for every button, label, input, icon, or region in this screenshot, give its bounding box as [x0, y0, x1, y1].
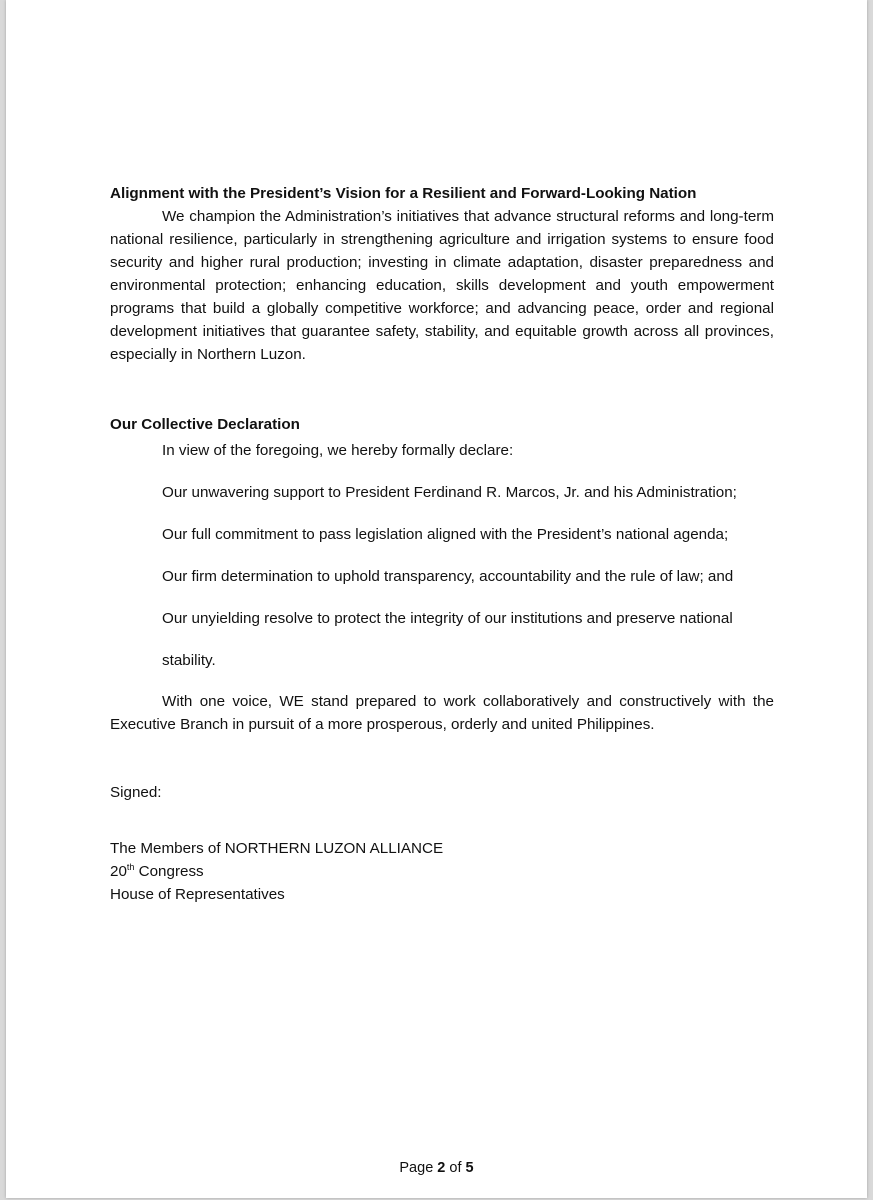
page-of-word: of	[445, 1160, 466, 1176]
signatory-line: The Members of NORTHERN LUZON ALLIANCE	[110, 840, 444, 857]
section-heading-alignment: Alignment with the President’s Vision for a Resilient and Forward-Looking Nation	[110, 185, 697, 202]
document-page	[6, 0, 867, 1198]
congress-number: 20	[110, 863, 127, 880]
alignment-paragraph: We champion the Administration’s initiatives that advance structural reforms and long-term national resilience, particularly in strengthening agriculture and irrigation systems to ensure food security and higher rural production; investing in climate adaptation, disaster preparedness and environmental protection; enhancing education, skills development and youth empowerment programs that build a globally competitive workforce; and advancing peace, order and regional development initiatives that guarantee safety, stability, and equitable growth across all provinces, especially in Northern Luzon.	[110, 208, 774, 363]
congress-line	[110, 860, 774, 883]
declaration-item: stability.	[162, 652, 216, 669]
declaration-item: Our unyielding resolve to protect the integrity of our institutions and preserve national	[162, 610, 733, 627]
page-footer	[6, 1160, 867, 1176]
declaration-item: Our firm determination to uphold transparency, accountability and the rule of law; and	[162, 568, 734, 585]
congress-word: Congress	[134, 863, 204, 880]
page-total: 5	[465, 1160, 474, 1176]
declaration-intro: In view of the foregoing, we hereby formally declare:	[162, 442, 514, 459]
section-heading-declaration: Our Collective Declaration	[110, 416, 300, 433]
closing-paragraph: With one voice, WE stand prepared to work collaboratively and constructively with the Executive Branch in pursuit of a more prosperous, orderly and united Philippines.	[110, 693, 774, 733]
declaration-item: Our full commitment to pass legislation aligned with the President’s national agenda;	[162, 526, 729, 543]
congress-suffix: th	[126, 861, 135, 872]
signed-label: Signed:	[110, 784, 162, 801]
page-word: Page	[399, 1160, 438, 1176]
page-content	[110, 182, 774, 906]
signature-block	[110, 837, 774, 906]
declaration-item: Our unwavering support to President Ferdinand R. Marcos, Jr. and his Administration;	[162, 484, 737, 501]
chamber-line: House of Representatives	[110, 886, 285, 903]
page-current: 2	[437, 1160, 446, 1176]
